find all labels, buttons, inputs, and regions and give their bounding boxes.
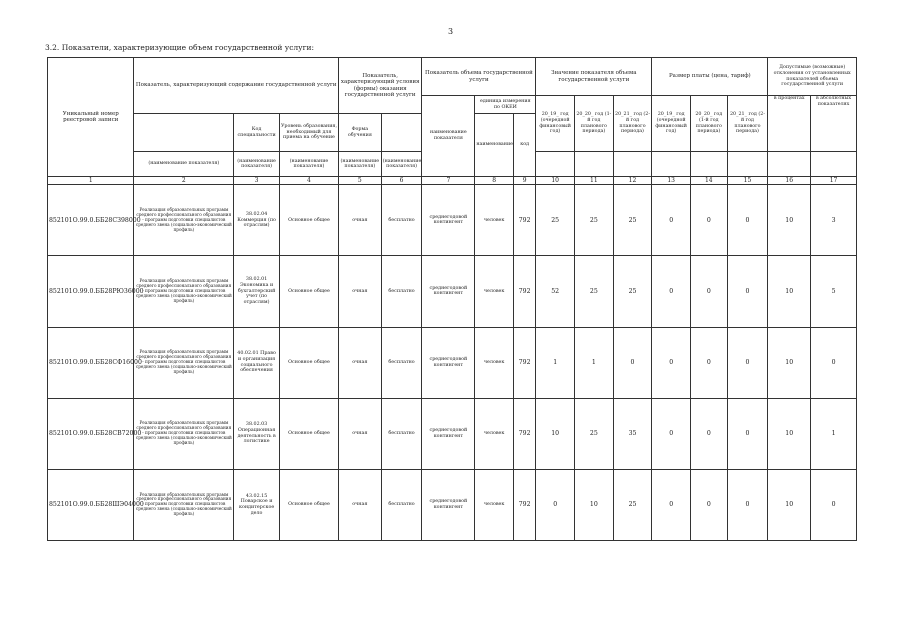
fee-y1: 0	[652, 256, 691, 327]
fee-y3: 0	[727, 469, 768, 540]
deviation-percent: 10	[768, 185, 811, 256]
study-form: очная	[338, 469, 381, 540]
program-name: Реализация образовательных программ среднего профессионального образования - программ подготовки специалистов среднего звена (социально-экономический профиль)	[134, 256, 234, 327]
unit-name: человек	[475, 185, 514, 256]
header-blank-cell	[727, 152, 768, 177]
header-blank-cell	[536, 152, 575, 177]
registry-number: 852101О.99.0.ББ28СЗ98000	[48, 185, 134, 256]
column-number: 7	[422, 177, 475, 185]
table-row	[48, 256, 857, 327]
column-number: 10	[536, 177, 575, 185]
deviation-absolute: 1	[811, 398, 857, 469]
header-indicator-name: наименование показателя	[422, 96, 475, 177]
registry-number: 852101О.99.0.ББ28РЮ36000	[48, 256, 134, 327]
unit-code: 792	[513, 469, 535, 540]
header-unit-name: наименование	[475, 114, 514, 177]
volume-y1: 10	[536, 398, 575, 469]
deviation-absolute: 5	[811, 256, 857, 327]
specialty-code: 40.02.01 Право и организация социального обеспечения	[234, 327, 280, 398]
header-fee-y2: 20_20_ год (1-й год планового периода)	[691, 96, 728, 152]
header-ind-name-1: (наименование показателя)	[134, 152, 234, 177]
registry-number: 852101О.99.0.ББ28СВ72000	[48, 398, 134, 469]
fee-y2: 0	[691, 185, 728, 256]
header-blank-cell	[575, 152, 614, 177]
column-number: 12	[613, 177, 652, 185]
volume-y1: 1	[536, 327, 575, 398]
fee-y3: 0	[727, 327, 768, 398]
unit-code: 792	[513, 185, 535, 256]
unit-code: 792	[513, 398, 535, 469]
specialty-code: 38.02.01 Экономика и бухгалтерский учет (по отраслям)	[234, 256, 280, 327]
fee-y1: 0	[652, 185, 691, 256]
header-study-form: Форма обучения	[338, 114, 381, 152]
fee-y2: 0	[691, 398, 728, 469]
table-row	[48, 398, 857, 469]
fee-y1: 0	[652, 327, 691, 398]
section-title: 3.2. Показатели, характеризующие объем государственной услуги:	[45, 43, 315, 52]
specialty-code: 38.02.04 Коммерция (по отраслям)	[234, 185, 280, 256]
indicator-name: среднегодовой контингент	[422, 469, 475, 540]
deviation-percent: 10	[768, 398, 811, 469]
specialty-code: 38.02.03 Операционная деятельность в логистике	[234, 398, 280, 469]
study-form: очная	[338, 256, 381, 327]
header-fee-size: Размер платы (цена, тариф)	[652, 58, 768, 96]
column-number: 6	[381, 177, 422, 185]
header-in-percent: в процентах	[768, 96, 811, 152]
volume-y3: 0	[613, 327, 652, 398]
education-level: Основное общее	[279, 469, 338, 540]
indicator-name: среднегодовой контингент	[422, 185, 475, 256]
unit-name: человек	[475, 398, 514, 469]
fee-y2: 0	[691, 327, 728, 398]
unit-name: человек	[475, 469, 514, 540]
registry-number: 852101О.99.0.ББ28СФ16000	[48, 327, 134, 398]
deviation-percent: 10	[768, 256, 811, 327]
header-vol-y3: 20_21_ год (2-й год планового периода)	[613, 96, 652, 152]
table-row	[48, 185, 857, 256]
volume-y2: 1	[575, 327, 614, 398]
fee-y3: 0	[727, 256, 768, 327]
specialty-code: 43.02.15 Поварское и кондитерское дело	[234, 469, 280, 540]
column-number: 4	[279, 177, 338, 185]
column-number: 8	[475, 177, 514, 185]
column-number: 5	[338, 177, 381, 185]
column-number: 11	[575, 177, 614, 185]
deviation-percent: 10	[768, 327, 811, 398]
education-level: Основное общее	[279, 398, 338, 469]
fee-y1: 0	[652, 398, 691, 469]
fee-y3: 0	[727, 185, 768, 256]
deviation-absolute: 0	[811, 327, 857, 398]
header-blank-cell	[768, 152, 811, 177]
indicator-name: среднегодовой контингент	[422, 256, 475, 327]
header-ind-name-5: (наименование показателя)	[381, 152, 422, 177]
volume-indicators-table	[47, 57, 857, 541]
header-ind-name-2: (наименование показателя)	[234, 152, 280, 177]
fee-y1: 0	[652, 469, 691, 540]
deviation-percent: 10	[768, 469, 811, 540]
header-vol-y1: 20_19_ год (очередной финансовый год)	[536, 96, 575, 152]
header-blank-cell	[652, 152, 691, 177]
column-number: 16	[768, 177, 811, 185]
program-name: Реализация образовательных программ среднего профессионального образования - программ подготовки специалистов среднего звена (социально-экономический профиль)	[134, 398, 234, 469]
header-fee-y1: 20_19_ год (очередной финансовый год)	[652, 96, 691, 152]
column-number: 17	[811, 177, 857, 185]
table-row	[48, 469, 857, 540]
column-number: 13	[652, 177, 691, 185]
education-level: Основное общее	[279, 327, 338, 398]
column-number: 14	[691, 177, 728, 185]
column-number: 3	[234, 177, 280, 185]
volume-y3: 25	[613, 469, 652, 540]
header-fee-y3: 20_21_ год (2-й год планового периода)	[727, 96, 768, 152]
column-number: 1	[48, 177, 134, 185]
unit-name: человек	[475, 327, 514, 398]
fee-y2: 0	[691, 469, 728, 540]
header-blank-cell	[134, 114, 234, 152]
payment-type: бесплатно	[381, 256, 422, 327]
header-vol-y2: 20_20_ год (1-й год планового периода)	[575, 96, 614, 152]
header-unit-okei: единица измерения по ОКЕИ	[475, 96, 536, 114]
volume-y3: 35	[613, 398, 652, 469]
volume-y1: 25	[536, 185, 575, 256]
education-level: Основное общее	[279, 185, 338, 256]
header-volume-value: Значение показателя объема государственной услуги	[536, 58, 652, 96]
study-form: очная	[338, 398, 381, 469]
header-education-level: Уровень образования, необходимый для приема на обучение	[279, 114, 338, 152]
program-name: Реализация образовательных программ среднего профессионального образования - программ подготовки специалистов среднего звена (социально-экономический профиль)	[134, 469, 234, 540]
payment-type: бесплатно	[381, 327, 422, 398]
table-row	[48, 327, 857, 398]
header-in-absolute: в абсолютных показателях	[811, 96, 857, 152]
volume-y2: 25	[575, 185, 614, 256]
header-ind-name-4: (наименование показателя)	[338, 152, 381, 177]
unit-code: 792	[513, 256, 535, 327]
fee-y3: 0	[727, 398, 768, 469]
header-ind-name-3: (наименование показателя)	[279, 152, 338, 177]
header-blank-cell	[691, 152, 728, 177]
education-level: Основное общее	[279, 256, 338, 327]
volume-y1: 0	[536, 469, 575, 540]
volume-y2: 25	[575, 256, 614, 327]
volume-y1: 52	[536, 256, 575, 327]
header-content-indicator: Показатель, характеризующий содержание государственной услуги	[134, 58, 338, 114]
header-unit-code: код	[513, 114, 535, 177]
header-unique-number: Уникальный номер реестровой записи	[48, 58, 134, 177]
header-code-specialty: Код специальности	[234, 114, 280, 152]
volume-y3: 25	[613, 185, 652, 256]
registry-number: 852101О.99.0.ББ28ШЭ04000	[48, 469, 134, 540]
column-number-row	[48, 177, 857, 185]
indicator-name: среднегодовой контингент	[422, 398, 475, 469]
payment-type: бесплатно	[381, 469, 422, 540]
header-blank-cell	[613, 152, 652, 177]
volume-y2: 25	[575, 398, 614, 469]
payment-type: бесплатно	[381, 398, 422, 469]
unit-code: 792	[513, 327, 535, 398]
study-form: очная	[338, 185, 381, 256]
header-blank-cell	[381, 114, 422, 152]
unit-name: человек	[475, 256, 514, 327]
column-number: 15	[727, 177, 768, 185]
deviation-absolute: 3	[811, 185, 857, 256]
study-form: очная	[338, 327, 381, 398]
volume-y3: 25	[613, 256, 652, 327]
volume-y2: 10	[575, 469, 614, 540]
indicator-name: среднегодовой контингент	[422, 327, 475, 398]
header-blank-cell	[811, 152, 857, 177]
column-number: 9	[513, 177, 535, 185]
page-number: 3	[448, 27, 454, 36]
deviation-absolute: 0	[811, 469, 857, 540]
header-conditions-indicator: Показатель, характеризующий условия (формы) оказания государственной услуги	[338, 58, 421, 114]
program-name: Реализация образовательных программ среднего профессионального образования - программ подготовки специалистов среднего звена (социально-экономический профиль)	[134, 327, 234, 398]
header-volume-indicator: Показатель объема государственной услуги	[422, 58, 536, 96]
program-name: Реализация образовательных программ среднего профессионального образования - программ подготовки специалистов среднего звена (социально-экономический профиль)	[134, 185, 234, 256]
fee-y2: 0	[691, 256, 728, 327]
payment-type: бесплатно	[381, 185, 422, 256]
header-deviations: Допустимые (возможные) отклонения от установленных показателей объема государственной услуги	[768, 58, 857, 96]
column-number: 2	[134, 177, 234, 185]
